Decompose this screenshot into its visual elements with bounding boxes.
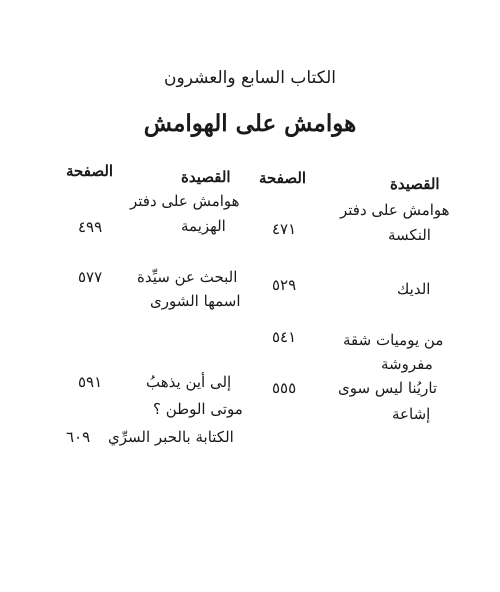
right-col-poem-header: القصيدة bbox=[390, 175, 440, 193]
toc-entry-title: النكسة bbox=[388, 226, 431, 244]
toc-entry-page: ٥٥٥ bbox=[272, 379, 297, 397]
book-title: الكتاب السابع والعشرون bbox=[164, 68, 336, 88]
toc-entry-page: ٤٧١ bbox=[272, 220, 297, 238]
toc-entry-title: إشاعة bbox=[392, 405, 431, 423]
left-col-poem-header: القصيدة bbox=[181, 168, 231, 186]
toc-entry-page: ٥٤١ bbox=[272, 328, 297, 346]
left-col-page-header: الصفحة bbox=[66, 162, 114, 180]
toc-entry-title: هوامش على دفتر bbox=[340, 201, 450, 219]
toc-entry-title: موتى الوطن ؟ bbox=[153, 400, 243, 418]
toc-entry-title: البحث عن سيِّدة bbox=[137, 268, 238, 286]
toc-entry-page: ٥٧٧ bbox=[78, 268, 103, 286]
toc-entry-title: هوامش على دفتر bbox=[130, 192, 240, 210]
toc-entry-title: الديك bbox=[397, 280, 431, 298]
toc-entry-title: إلى أين يذهبُ bbox=[146, 373, 232, 391]
toc-entry-title: تاريُنا ليس سوى bbox=[338, 379, 438, 397]
right-col-page-header: الصفحة bbox=[259, 169, 307, 187]
toc-entry-title: اسمها الشورى bbox=[150, 292, 241, 310]
toc-entry-page: ٥٢٩ bbox=[272, 276, 297, 294]
toc-entry-title: الهزيمة bbox=[181, 217, 226, 235]
toc-entry-page: ٥٩١ bbox=[78, 373, 103, 391]
section-title: هوامش على الهوامش bbox=[143, 110, 357, 137]
toc-entry-page: ٤٩٩ bbox=[78, 218, 103, 236]
toc-entry-title: الكتابة بالحبر السرِّي bbox=[108, 428, 234, 446]
toc-entry-page: ٦٠٩ bbox=[66, 428, 91, 446]
toc-entry-title: من يوميات شقة bbox=[343, 331, 444, 349]
toc-entry-title: مفروشة bbox=[381, 355, 433, 373]
